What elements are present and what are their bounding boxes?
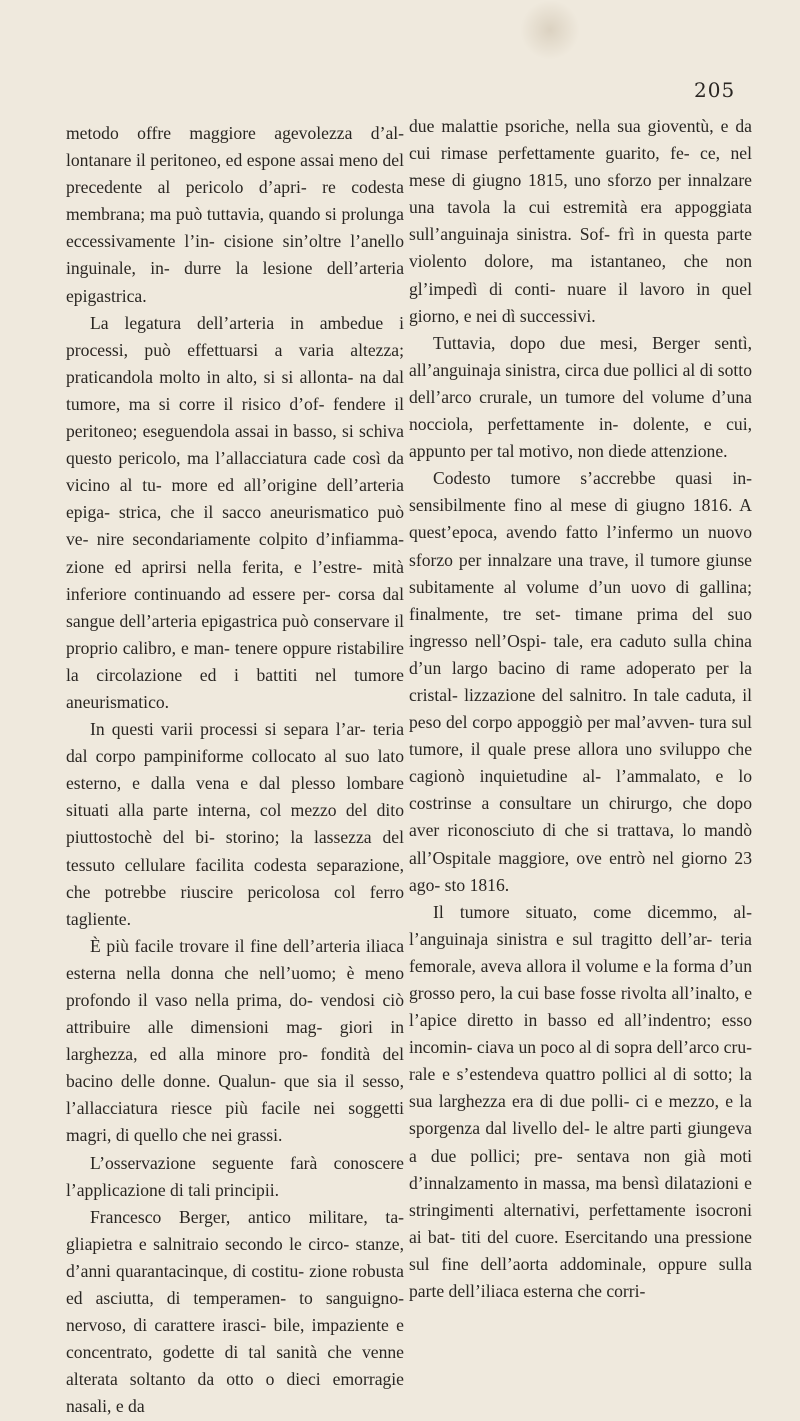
paragraph: Francesco Berger, antico militare, ta- gliapietra e salnitraio secondo le circo- stanze, d’anni quarantacinque, di costitu- zione robusta ed asciutta, di temperamen- to sanguigno-nervoso, di carattere irasci- bile, impaziente e concentrato, godette di tal sanità che venne alterata soltanto da otto o dieci emorragie nasali, e da — [66, 1206, 404, 1417]
paragraph: La legatura dell’arteria in ambedue i processi, può effettuarsi a varia altezza; praticandola molto in alto, si si allonta- na dal tumore, ma si corre il risico d’of- fendere il peritoneo; eseguendola assai in basso, si schiva questo pericolo, ma l’allacciatura cade così da vicino al tu- more ed all’origine dell’arteria epiga- strica, che il sacco aneurismatico può ve- nire secondariamente colpito d’infiamma- zione ed aprirsi nella ferita, e l’estre- mità inferiore continuando ad essere per- corsa dal sangue dell’arteria epigastrica può conservare il proprio calibro, e man- tenere oppure ristabilire la circolazione ed i battiti nel tumore aneurismatico. — [66, 312, 404, 712]
paragraph: In questi varii processi si separa l’ar- teria dal corpo pampiniforme collocato al suo lato esterno, e dalla vena e dal plesso lombare situati alla parte interna, col mezzo del dito piuttostochè del bi- storino; la lassezza del tessuto cellulare facilita codesta separazione, che potrebbe riuscire pericolosa col ferro tagliente. — [66, 719, 404, 929]
paragraph: Codesto tumore s’accrebbe quasi in- sensibilmente fino al mese di giugno 1816. A quest’epoca, avendo fatto l’infermo un nuovo sforzo per innalzare una trave, il tumore giunse subitamente al volume d’un uovo di gallina; finalmente, tre set- timane prima del suo ingresso nell’Ospi- tale, era caduto sulla china d’un largo bacino di rame adoperato per la cristal- lizzazione del salnitro. In tale caduta, il peso del corpo appoggiò per mal’avven- tura sul tumore, il quale prese allora uno sviluppo che cagionò inquietudine al- l’ammalato, e lo costrinse a consultare un chirurgo, che dopo aver riconosciuto di che si trattava, lo mandò all’Ospitale maggiore, ove entrò nel giorno 23 ago- sto 1816. — [409, 468, 752, 895]
page-number: 205 — [694, 78, 736, 102]
paragraph: metodo offre maggiore agevolezza d’al- lontanare il peritoneo, ed espone assai meno del precedente al pericolo d’apri- re codesta membrana; ma può tuttavia, quando si prolunga eccessivamente l’in- cisione sin’oltre l’anello inguinale, in- durre la lesione dell’arteria epigastrica. — [66, 123, 404, 306]
right-column — [409, 113, 752, 1305]
paragraph: È più facile trovare il fine dell’arteria iliaca esterna nella donna che nell’uomo; è meno profondo il vaso nella prima, do- vendosi ciò attribuire alle dimensioni mag- giori in larghezza, ed alla minore pro- fondità del bacino delle donne. Qualun- que sia il sesso, l’allacciatura riesce più facile nei soggetti magri, di quello che nei grassi. — [66, 935, 404, 1146]
paragraph: due malattie psoriche, nella sua gioventù, e da cui rimase perfettamente guarito, fe- ce, nel mese di giugno 1815, uno sforzo per innalzare una tavola la cui estremità era appoggiata sull’anguinaja sinistra. Sof- frì in questa parte violento dolore, ma istantaneo, che non gl’impedì di conti- nuare il lavoro in quel giorno, e nei dì successivi. — [409, 116, 752, 326]
paragraph: L’osservazione seguente farà conoscere l’applicazione di tali principii. — [66, 1152, 404, 1200]
paper-stain — [520, 0, 580, 60]
left-column — [66, 120, 404, 1421]
paragraph: Tuttavia, dopo due mesi, Berger sentì, all’anguinaja sinistra, circa due pollici al di sotto dell’arco crurale, un tumore del volume d’una nocciola, perfettamente in- dolente, e cui, appunto per tal motivo, non diede attenzione. — [409, 332, 752, 462]
paragraph: Il tumore situato, come dicemmo, al- l’anguinaja sinistra e sul tragitto dell’ar- teria femorale, aveva allora il volume e la forma d’un grosso pero, la cui base fosse rivolta all’inalto, e l’apice diretto in basso ed all’indentro; esso incomin- ciava un poco al di sopra dell’arco cru- rale e s’estendeva quattro pollici al di sotto; la sua larghezza era di due polli- ci e mezzo, e la sporgenza dal livello del- le altre parti giungeva a due pollici; pre- sentava non già moti d’innalzamento in massa, ma bensì dilatazioni e stringimenti alternativi, perfettamente isocroni ai bat- titi del cuore. Esercitando una pressione sul fine dell’aorta addominale, oppure sulla parte dell’iliaca esterna che corri- — [409, 901, 752, 1302]
